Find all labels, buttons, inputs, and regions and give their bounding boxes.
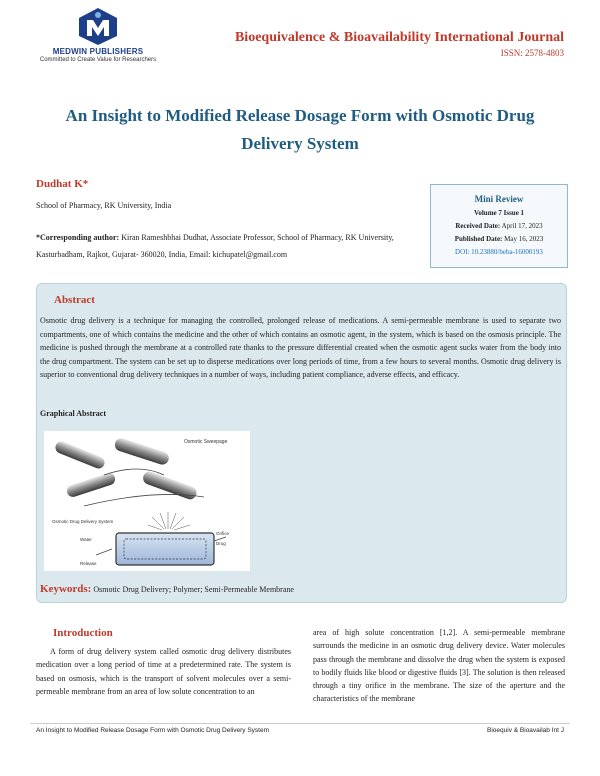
keywords-label: Keywords: <box>40 583 92 595</box>
osmotic-system-diagram <box>44 431 250 571</box>
label-system: Osmotic Drug Delivery System <box>52 519 114 524</box>
volume-issue: Volume 7 Issue 1 <box>473 209 525 217</box>
author-name: Dudhat K* <box>36 178 89 190</box>
received-date-label: Received Date: <box>455 222 501 230</box>
release-spray-icon <box>148 512 190 530</box>
body-column-left: A form of drug delivery system called osmotic drug delivery distributes medication over a long period of time at a predetermined rate. The system is based on osmosis, which is the transport of solvent molecules over a semi-permeable membrane from an area of low solute concentration to an <box>36 647 291 696</box>
introduction-heading: Introduction <box>53 627 113 639</box>
published-date-value: May 16, 2023 <box>504 235 544 243</box>
keywords-text: Osmotic Drug Delivery; Polymer; Semi-Permeable Membrane <box>93 585 294 594</box>
label-orifice: Orifice <box>216 531 230 536</box>
graphical-abstract-figure <box>44 431 250 571</box>
published-date <box>431 235 567 243</box>
author-affiliation: School of Pharmacy, RK University, India <box>36 201 172 210</box>
keywords <box>40 583 294 595</box>
publisher-name: MEDWIN PUBLISHERS <box>52 47 144 56</box>
journal-title[interactable]: Bioequivalence & Bioavailability International Journal <box>234 30 564 45</box>
article-type: Mini Review <box>474 194 524 204</box>
arrow-icon <box>96 549 112 555</box>
body-column-right: area of high solute concentration [1,2]. A semi-permeable membrane surrounds the medicine in an osmotic drug delivery device. Water molecules pass through the membrane and dissolve the drug when the system is exposed to bodily fluids like blood or digestive fluids [3]. The solution is then released through a tiny orifice in the membrane. The size of the aperture and the characteristics of the membrane <box>313 628 565 704</box>
capsule-icon <box>65 472 116 499</box>
article-info-box <box>430 184 568 268</box>
publisher-logo <box>28 6 168 72</box>
capsule-icon <box>141 470 198 501</box>
footer-article-title: An Insight to Modified Release Dosage Form with Osmotic Drug Delivery System <box>36 727 270 734</box>
corresponding-author <box>36 229 426 263</box>
label-release: Release <box>80 561 97 566</box>
corresponding-author-details: Kiran Rameshbhai Dudhat, Associate Professor, School of Pharmacy, RK University, Kasturbadham, Rajkot, Gujarat- 360020, India, Email: kichupatel@gmail.com <box>36 233 394 259</box>
received-date-value: April 17, 2023 <box>501 222 543 230</box>
label-osmotic-sweepage: Osmotic Sweepage <box>184 439 228 445</box>
graphical-abstract-heading: Graphical Abstract <box>40 409 106 418</box>
capsule-icon <box>113 437 170 467</box>
issn: ISSN: 2578-4803 <box>500 48 564 58</box>
article-title: An Insight to Modified Release Dosage Form with Osmotic Drug Delivery System <box>65 106 535 153</box>
membrane-tank-icon <box>116 533 214 565</box>
label-water: Water <box>80 537 92 542</box>
publisher-tagline: Committed to Create Value for Researchers <box>39 57 157 63</box>
label-drug: Drug <box>216 541 226 546</box>
abstract-text: Osmotic drug delivery is a technique for managing the controlled, prolonged release of medications. A semi-permeable membrane is used to separate two compartments, one of which contains the medicine and the other of which contains an osmotic agent, in the system, which is based on the osmosis principle. The medicine is pushed through the membrane at a controlled rate thanks to the pressure differential created when the osmotic agent sucks water from the body into the drug compartment. The system can be set up to disperse medications over long periods of time, from a few hours to several months. Osmotic drug delivery is superior to conventional drug delivery techniques in a number of ways, including patient compliance, adverse effects, and efficacy. <box>40 316 561 380</box>
abstract-heading: Abstract <box>54 294 95 306</box>
published-date-label: Published Date: <box>454 235 503 243</box>
footer-journal-abbrev: Bioequiv & Bioavailab Int J <box>487 727 564 734</box>
received-date <box>431 222 567 230</box>
capsule-icon <box>54 440 107 471</box>
doi-link[interactable]: DOI: 10.23880/beba-16000193 <box>455 248 543 256</box>
medwin-logo-icon <box>75 6 121 46</box>
footer-divider <box>30 723 570 724</box>
corresponding-author-label: *Corresponding author: <box>36 233 120 242</box>
